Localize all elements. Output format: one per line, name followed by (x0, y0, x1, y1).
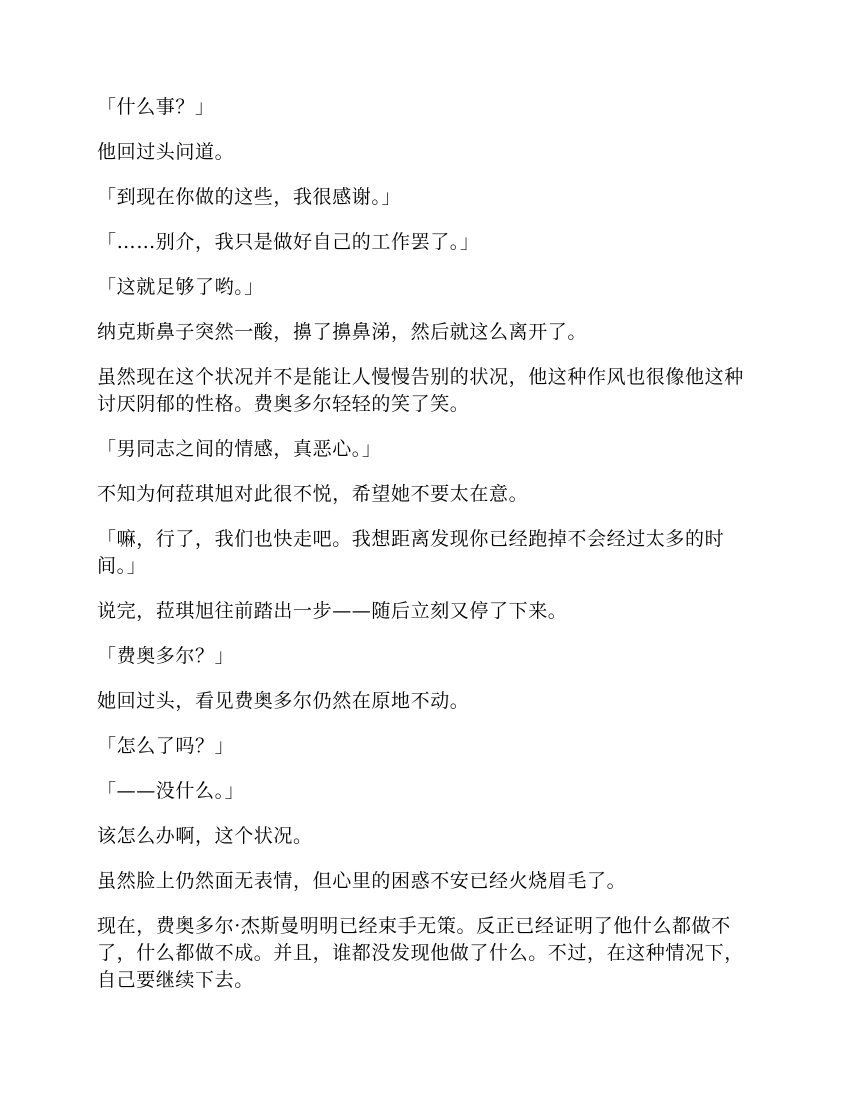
paragraph-7: 虽然现在这个状况并不是能让人慢慢告别的状况，他这种作风也很像他这种讨厌阴郁的性格。费奥多尔轻轻的笑了笑。 (97, 366, 744, 415)
paragraph-16: 该怎么办啊，这个状况。 (97, 825, 313, 847)
paragraph-5: 「这就足够了哟。」 (97, 276, 264, 298)
paragraph-17: 虽然脸上仍然面无表情，但心里的困惑不安已经火烧眉毛了。 (97, 870, 627, 892)
paragraph-4: 「……别介，我只是做好自己的工作罢了。」 (97, 231, 480, 253)
paragraph-1: 「什么事？」 (97, 96, 215, 118)
paragraph-15: 「——没什么。」 (97, 780, 245, 802)
paragraph-8: 「男同志之间的情感，真恶心。」 (97, 438, 382, 460)
paragraph-10: 「嘛，行了，我们也快走吧。我想距离发现你已经跑掉不会经过太多的时间。」 (97, 528, 725, 577)
paragraph-11: 说完，菈琪旭往前踏出一步——随后立刻又停了下来。 (97, 600, 568, 622)
paragraph-3: 「到现在你做的这些，我很感谢。」 (97, 186, 402, 208)
paragraph-12: 「费奥多尔？」 (97, 645, 235, 667)
paragraph-14: 「怎么了吗？」 (97, 735, 235, 757)
paragraph-18: 现在，费奥多尔·杰斯曼明明已经束手无策。反正已经证明了他什么都做不了，什么都做不成。并且，谁都没发现他做了什么。不过，在这种情况下，自己要继续下去。 (97, 915, 744, 991)
paragraph-2: 他回过头问道。 (97, 141, 235, 163)
paragraph-9: 不知为何菈琪旭对此很不悦，希望她不要太在意。 (97, 483, 529, 505)
paragraph-6: 纳克斯鼻子突然一酸，擤了擤鼻涕，然后就这么离开了。 (97, 321, 588, 343)
paragraph-13: 她回过头，看见费奥多尔仍然在原地不动。 (97, 690, 470, 712)
